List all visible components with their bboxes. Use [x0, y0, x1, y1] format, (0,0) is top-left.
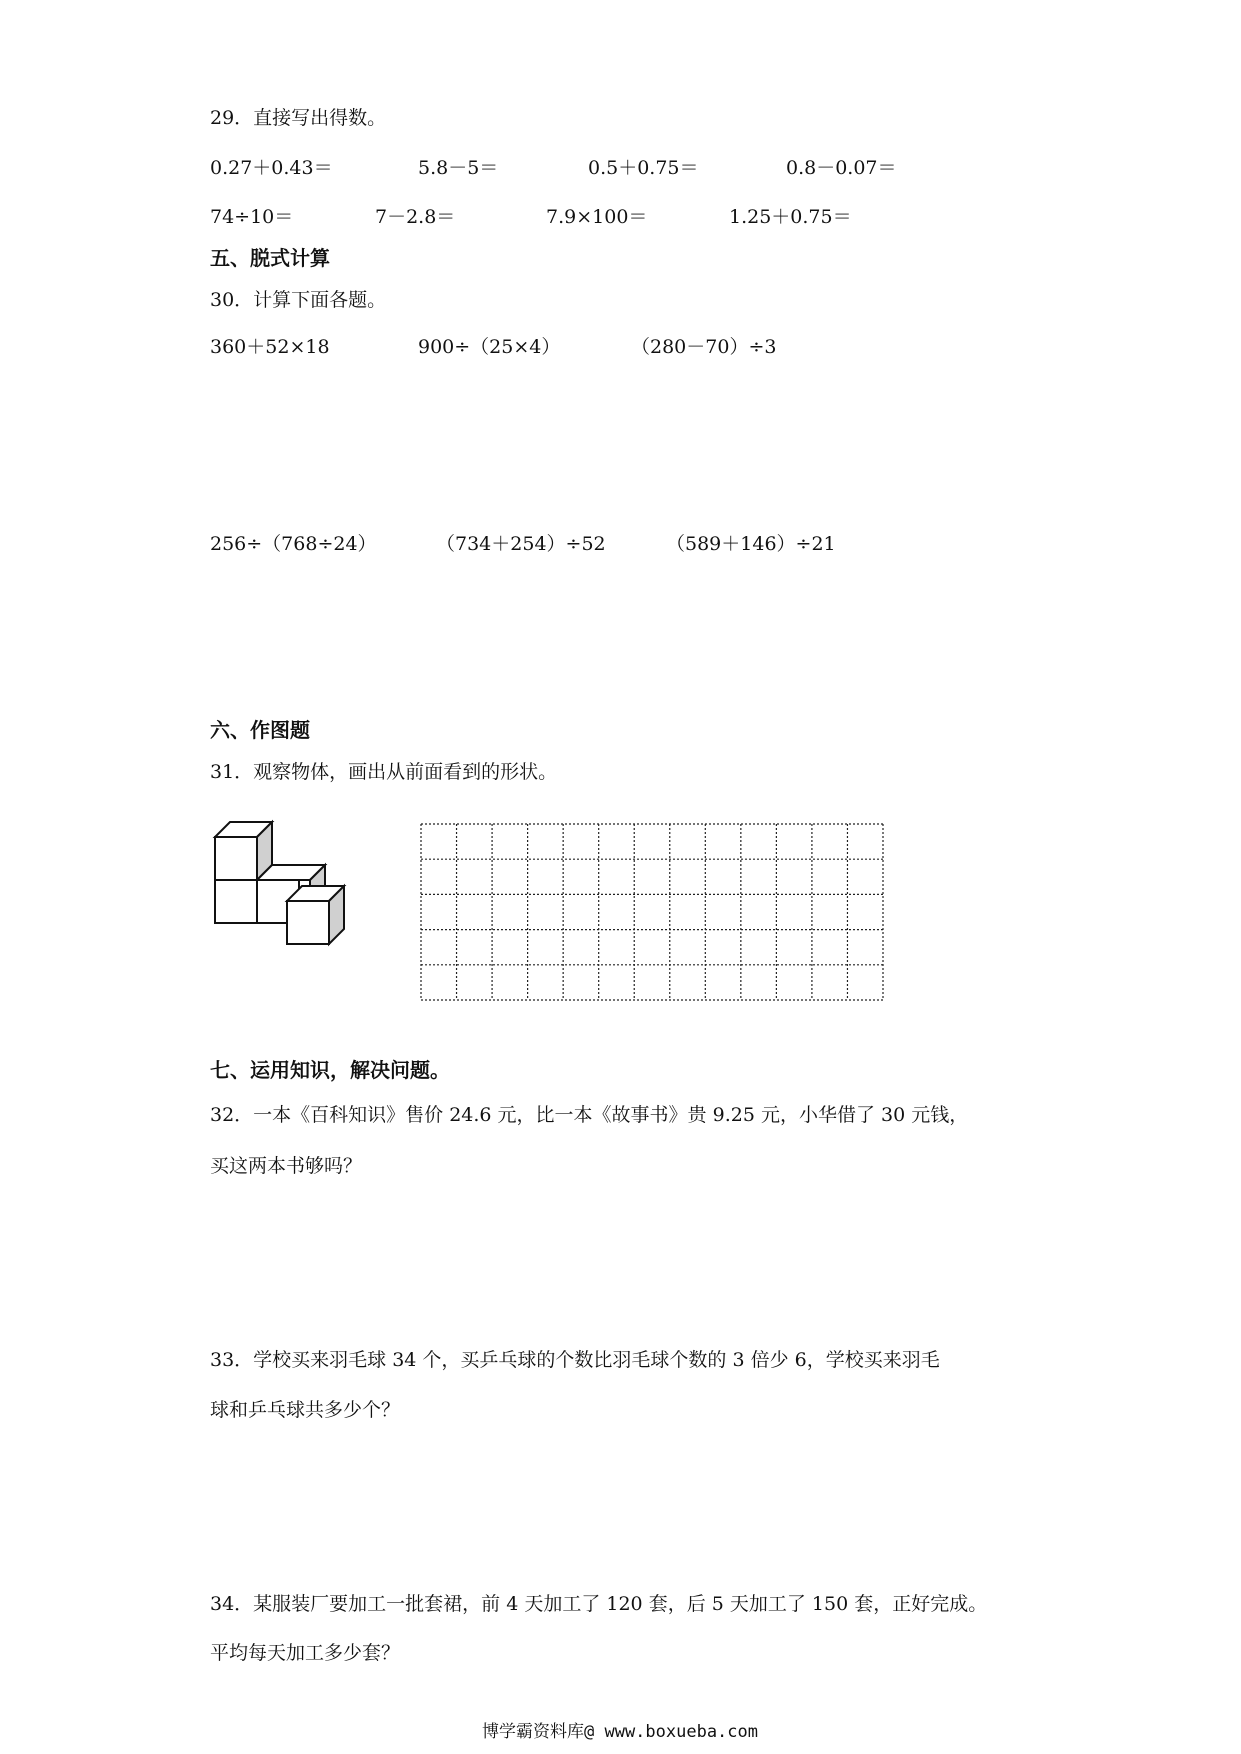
footer-watermark: 博学霸资料库@ www.boxueba.com: [482, 1722, 758, 1742]
q30-item: 900÷（25×4）: [418, 336, 561, 358]
q29-item: 0.8－0.07＝: [786, 157, 897, 179]
q29-item: 5.8－5＝: [418, 157, 499, 179]
q30-title: 30．计算下面各题。: [210, 289, 387, 311]
q30-item: （589＋146）÷21: [666, 533, 836, 555]
drawing-grid[interactable]: [420, 823, 884, 1001]
q30-item: 360＋52×18: [210, 336, 330, 358]
q31-title: 31．观察物体，画出从前面看到的形状。: [210, 761, 558, 783]
q33-line: 球和乒乓球共多少个？: [210, 1399, 401, 1421]
q33-line: 33．学校买来羽毛球 34 个，买乒乓球的个数比羽毛球个数的 3 倍少 6，学校买来羽毛: [210, 1349, 940, 1371]
q29-item: 0.27＋0.43＝: [210, 157, 333, 179]
q30-item: 256÷（768÷24）: [210, 533, 377, 555]
q30-item: （280－70）÷3: [631, 336, 777, 358]
section-heading-5: 五、脱式计算: [210, 246, 330, 270]
q34-line: 34．某服装厂要加工一批套裙，前 4 天加工了 120 套，后 5 天加工了 150 套，正好完成。: [210, 1593, 988, 1615]
q30-item: （734＋254）÷52: [436, 533, 606, 555]
q34-line: 平均每天加工多少套？: [210, 1642, 401, 1664]
section-heading-6: 六、作图题: [210, 718, 310, 742]
q32-line: 买这两本书够吗？: [210, 1155, 363, 1177]
q29-item: 74÷10＝: [210, 206, 294, 228]
q29-item: 7.9×100＝: [546, 206, 648, 228]
q29-item: 0.5＋0.75＝: [588, 157, 699, 179]
cube-front-face: [215, 880, 257, 923]
section-heading-7: 七、运用知识，解决问题。: [210, 1058, 450, 1082]
q29-title: 29．直接写出得数。: [210, 107, 387, 129]
cube-front-face: [287, 901, 329, 944]
q29-item: 1.25＋0.75＝: [729, 206, 852, 228]
cube-front-face: [215, 837, 257, 880]
q29-item: 7－2.8＝: [375, 206, 456, 228]
stacked-cubes-figure: [210, 812, 370, 962]
q32-line: 32．一本《百科知识》售价 24.6 元，比一本《故事书》贵 9.25 元，小华借了 30 元钱，: [210, 1104, 969, 1126]
